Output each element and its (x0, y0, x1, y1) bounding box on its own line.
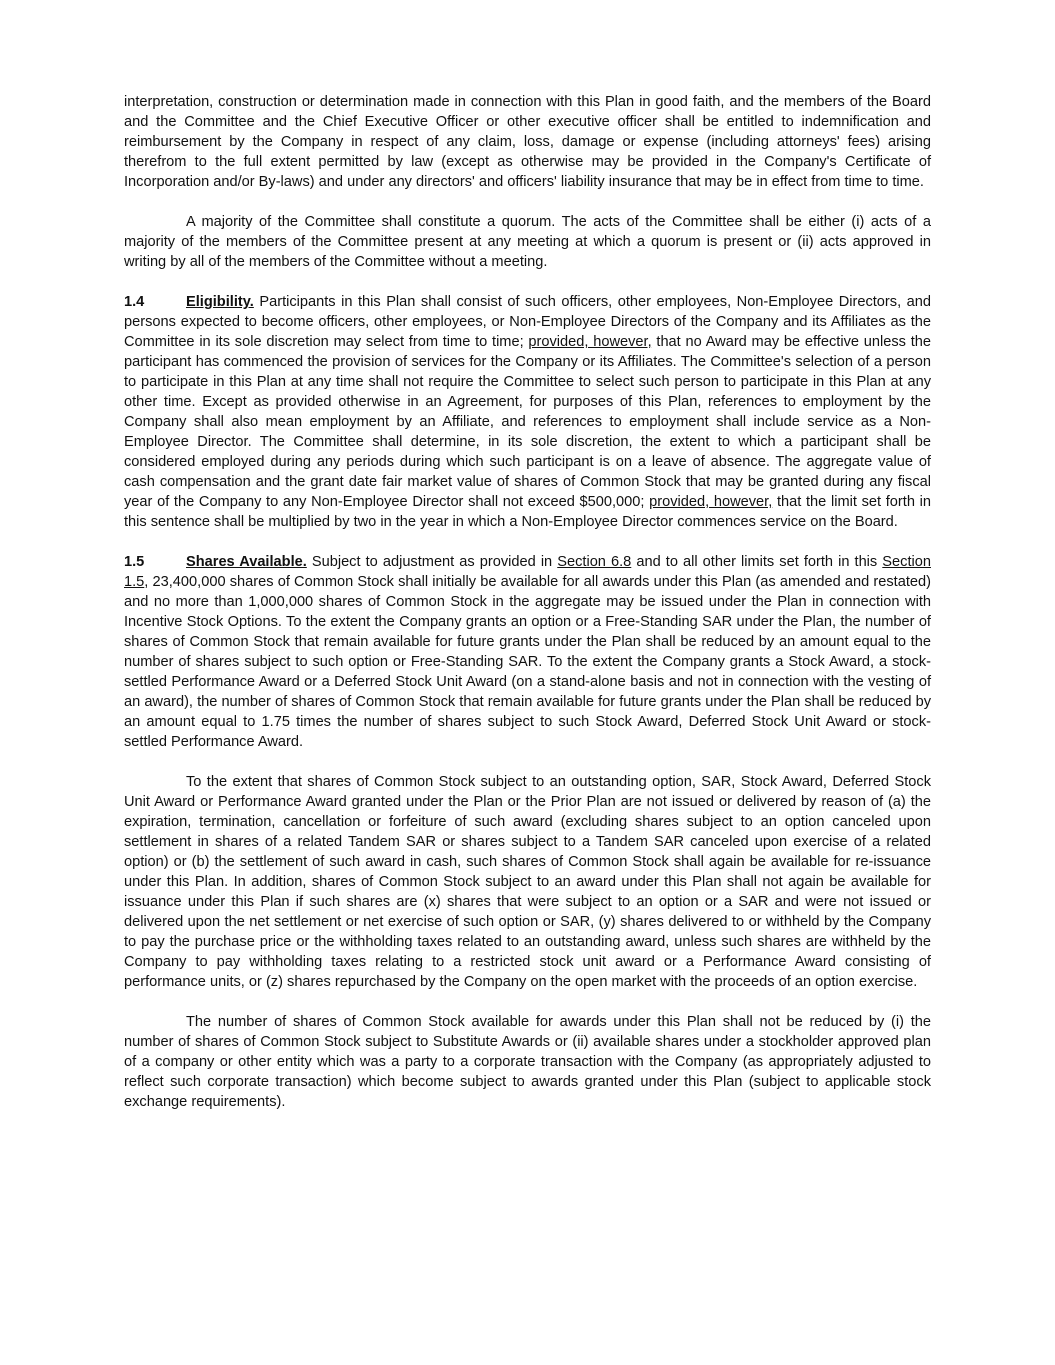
section-text: Participants in this Plan shall consist of such officers, other employees, Non-Employee Directors, and persons expected to become officers, other employees, or Non-Employee Directors of the Company and its Affiliates as the Committee in its sole discretion may select from time to time; (124, 294, 931, 350)
section-text: that the limit set forth in this sentence shall be multiplied by two in the year in which a Non-Employee Director commences service on the Board. (124, 494, 931, 530)
section-text: , 23,400,000 shares of Common Stock shall initially be available for all awards under this Plan (as amended and restated) and no more than 1,000,000 shares of Common Stock in the aggregate may be issued under the Plan in connection with Incentive Stock Options. To the extent the Company grants an option or a Free-Standing SAR under the Plan, the number of shares of Common Stock that remain available for future grants under the Plan shall be reduced by an amount equal to the number of shares subject to such option or Free-Standing SAR. To the extent the Company grants a Stock Award, a stock-settled Performance Award or a Deferred Stock Unit Award (on a stand-alone basis and not in connection with the vesting of an award), the number of shares of Common Stock that remain available for future grants under the Plan shall be reduced by an amount equal to 1.75 times the number of shares subject to such Stock Award, Deferred Stock Unit Award or stock-settled Performance Award. (124, 574, 931, 750)
substitute-awards-paragraph: The number of shares of Common Stock available for awards under this Plan shall not be reduced by (i) the number of shares of Common Stock subject to Substitute Awards or (ii) available shares under a stockholder approved plan of a company or other entity which was a party to a corporate transaction with the Company (as appropriately adjusted to reflect such corporate transaction) which become subject to awards granted under this Plan (subject to applicable stock exchange requirements). (124, 1014, 931, 1110)
section-1-5-shares-available (124, 552, 931, 752)
section-reference: Section 6.8 (557, 554, 632, 570)
section-text: and to all other limits set forth in this (631, 554, 883, 570)
section-title: Shares Available. (186, 554, 307, 570)
section-text: that no Award may be effective unless the participant has commenced the provision of services for the Company or its Affiliates. The Committee's selection of a person to participate in this Plan at any time shall not require the Committee to select such person to participate in this Plan at any other time. Except as provided otherwise in an Agreement, for purposes of this Plan, references to employment by the Company shall also mean employment by an Affiliate, and references to employment shall include service as a Non-Employee Director. The Committee shall determine, in its sole discretion, the extent to which a participant shall be considered employed during any periods during which such participant is on a leave of absence. The aggregate value of cash compensation and the grant date fair market value of shares of Common Stock that may be granted during any fiscal year of the Company to any Non-Employee Director shall not exceed $500,000; (124, 334, 931, 510)
section-1-4-eligibility (124, 292, 931, 532)
underlined-proviso: provided, however, (528, 334, 652, 350)
quorum-paragraph: A majority of the Committee shall constitute a quorum. The acts of the Committee shall be either (i) acts of a majority of the members of the Committee present at any meeting at which a quorum is present or (ii) acts approved in writing by all of the members of the Committee without a meeting. (124, 214, 931, 270)
section-number: 1.5 (124, 554, 145, 570)
section-reference: Section 1.5 (124, 554, 931, 590)
section-text: Subject to adjustment as provided in (306, 554, 558, 570)
document-page (124, 92, 931, 1132)
share-recycling-paragraph: To the extent that shares of Common Stock subject to an outstanding option, SAR, Stock Award, Deferred Stock Unit Award or Performance Award granted under the Plan or the Prior Plan are not issued or delivered by reason of (a) the expiration, termination, cancellation or forfeiture of such award (excluding shares subject to an option canceled upon settlement in shares of a related Tandem SAR or shares subject to a Tandem SAR canceled upon exercise of a related option) or (b) the settlement of such award in cash, such shares of Common Stock shall again be available for re-issuance under this Plan. In addition, shares of Common Stock subject to an award under this Plan shall not again be available for issuance under this Plan if such shares are (x) shares that were subject to an option or a SAR and were not issued or delivered upon the net settlement or net exercise of such option or SAR, (y) shares delivered to or withheld by the Company to pay the purchase price or the withholding taxes related to an outstanding award, unless such shares are withheld by the Company to pay withholding taxes relating to a restricted stock unit award or a Performance Award consisting of performance units, or (z) shares repurchased by the Company on the open market with the proceeds of an option exercise. (124, 774, 931, 990)
indemnification-paragraph: interpretation, construction or determination made in connection with this Plan in good faith, and the members of the Board and the Committee and the Chief Executive Officer or other executive officer shall be entitled to indemnification and reimbursement by the Company in respect of any claim, loss, damage or expense (including attorneys' fees) arising therefrom to the full extent permitted by law (except as otherwise may be provided in the Company's Certificate of Incorporation and/or By-laws) and under any directors' and officers' liability insurance that may be in effect from time to time. (124, 94, 931, 190)
section-title: Eligibility. (186, 294, 254, 310)
section-number: 1.4 (124, 294, 145, 310)
underlined-proviso: provided, however, (649, 494, 773, 510)
